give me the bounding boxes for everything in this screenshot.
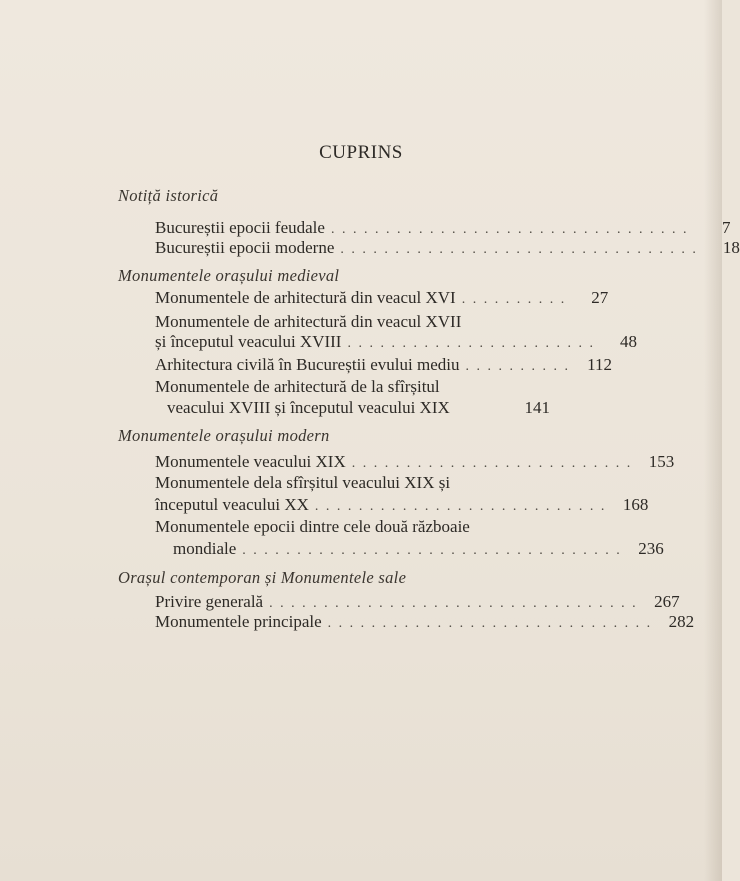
section-heading: Monumentele orașului medieval [118,266,340,285]
toc-entry [155,612,695,634]
toc-entry [155,312,550,334]
toc-entry-title: Monumentele de arhitectură de la sfîrșitul [155,377,440,396]
section-heading: Notiță istorică [118,186,219,205]
toc-entry [155,218,731,240]
page-number: 282 [668,612,695,631]
leader-dots: . . . . . . . . . . . . . . . . . . . . . . . . . . . . . . . . . [330,222,689,237]
page-number: 7 [721,218,731,237]
leader-dots: . . . . . . . . . . [461,292,567,307]
toc-entry-title: Monumentele de arhitectură din veacul XVI [155,288,456,307]
toc-entry [155,238,740,260]
toc-entry-title: Monumentele dela sfîrșitul veacului XIX și [155,473,451,492]
toc-entry-title: Privire generală [155,592,264,611]
page-number: 141 [524,398,550,417]
toc-entry-title: Monumentele de arhitectură din veacul XVII [155,312,462,331]
leader-dots: . . . . . . . . . . . . . . . . . . . . . . . . . . . [314,499,607,514]
toc-entry-title-continued: și începutul veacului XVIII [155,332,342,351]
page-edge-shadow [704,0,722,881]
toc-entry-title: Monumentele principale [155,612,322,631]
page-number: 112 [587,355,612,374]
leader-dots: . . . . . . . . . . . . . . . . . . . . . . . . . . . . . . . . . . . [242,543,622,558]
toc-entry [155,517,550,539]
toc-entry-title-continued: mondiale [173,539,237,558]
toc-entry-continuation [155,495,649,517]
page-number: 236 [638,539,664,558]
toc-entry-title-continued: începutul veacului XX [155,495,309,514]
leader-dots: . . . . . . . . . . . . . . . . . . . . . . . [347,336,595,351]
toc-entry-title: Monumentele epocii dintre cele două războaie [155,517,470,536]
toc-entry [155,288,609,310]
leader-dots: . . . . . . . . . . . . . . . . . . . . . . . . . . . . . . . . . . [269,596,638,611]
toc-entry-title: Bucureștii epocii moderne [155,238,335,257]
page-number: 267 [654,592,680,611]
toc-entry [155,473,550,495]
toc-entry-title: Monumentele veacului XIX [155,452,346,471]
toc-entry [155,592,680,614]
page-number: 168 [622,495,649,514]
toc-entry [155,452,675,474]
toc-entry-continuation [155,398,550,420]
toc-entry-continuation [155,539,664,561]
toc-entry [155,355,612,377]
page-number: 48 [619,332,637,351]
toc-entry-continuation [155,332,637,354]
leader-dots: . . . . . . . . . . . . . . . . . . . . . . . . . . [351,456,633,471]
leader-dots: . . . . . . . . . . . . . . . . . . . . . . . . . . . . . . . . . [340,242,698,257]
page-title: CUPRINS [319,142,403,163]
leader-dots: . . . . . . . . . . [465,359,570,374]
page-number: 153 [648,452,675,471]
toc-entry-title: Arhitectura civilă în Bucureștii evului mediu [155,355,460,374]
leader-dots: . . . . . . . . . . . . . . . . . . . . . . . . . . . . . . [327,616,653,631]
page-number: 18 [722,238,740,257]
toc-entry-title: Bucureștii epocii feudale [155,218,325,237]
toc-entry-title-continued: veacului XVIII și începutul veacului XIX [167,398,450,417]
section-heading: Orașul contemporan și Monumentele sale [118,568,407,587]
page-number: 27 [591,288,609,307]
section-heading: Monumentele orașului modern [118,426,330,445]
toc-entry [155,377,550,399]
